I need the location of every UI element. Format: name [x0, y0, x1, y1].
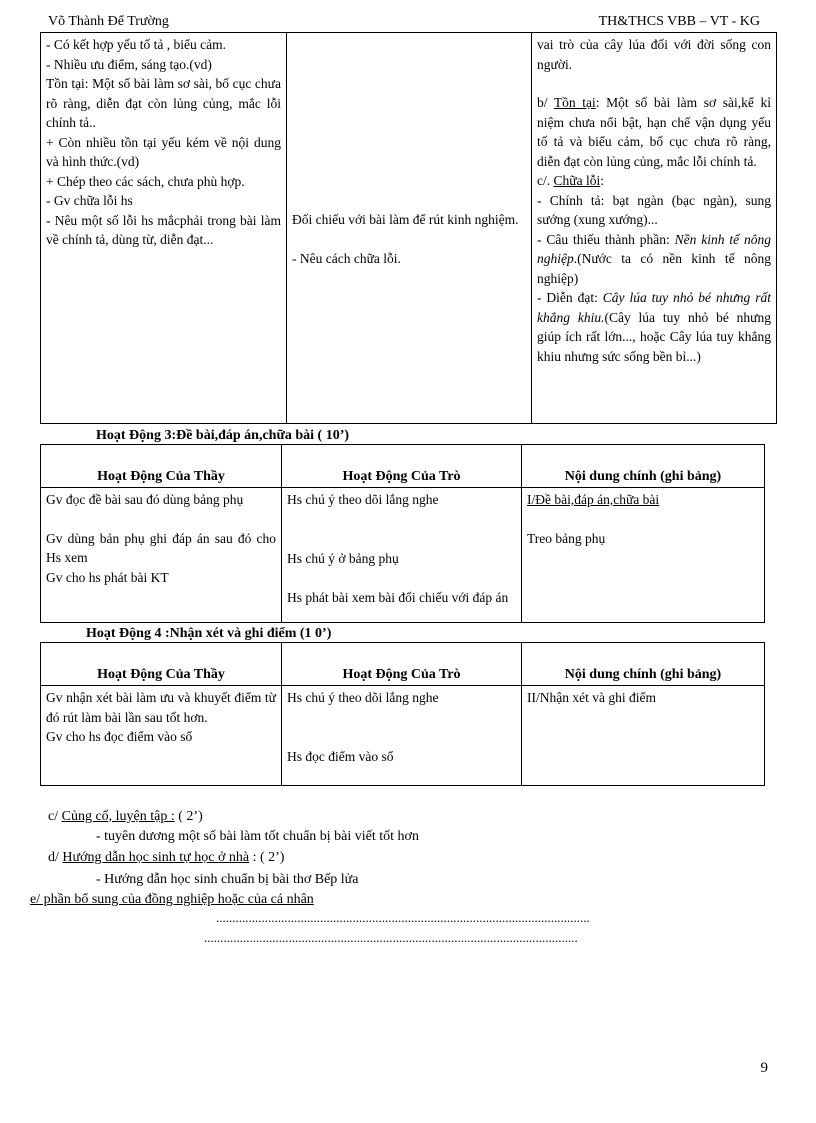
header-teacher: Hoạt Động Của Thầy	[41, 445, 282, 488]
footer-consolidation	[48, 806, 203, 827]
activity4-col1-line: Gv cho hs đọc điểm vào sổ	[46, 729, 193, 744]
text: - Diễn đạt:	[537, 290, 603, 305]
header-content: Nội dung chính (ghi bảng)	[522, 643, 765, 686]
activity3-col2	[282, 488, 522, 623]
activity3-col2-line: Hs chú ý ở bảng phụ	[287, 550, 399, 566]
activity3-col1-line: Gv dùng bản phụ ghi đáp án sau đó cho Hs xem	[46, 530, 276, 565]
header-school: TH&THCS VBB – VT - KG	[598, 14, 760, 29]
activity3-col1	[41, 488, 282, 623]
table1-col3-paragraph-c	[537, 171, 771, 191]
table1-col2	[287, 33, 532, 424]
page-number: 9	[760, 1060, 768, 1076]
time: ( 2’)	[174, 809, 203, 824]
footer-supplement	[30, 889, 314, 910]
header-student: Hoạt Động Của Trò	[282, 445, 522, 488]
activity4-col1	[41, 686, 282, 786]
footer-homework	[48, 847, 284, 868]
activity4-title: Hoạt Động 4 :Nhận xét và ghi điểm (1 0’)	[86, 626, 332, 641]
header-author: Võ Thành Để Trường	[48, 14, 169, 29]
activity4-col2-line: Hs đọc điểm vào sổ	[287, 748, 394, 764]
text: .(Nước ta có nền kinh tế nông nghiệp)	[537, 251, 771, 286]
colon: :	[600, 173, 604, 188]
table1-col1-line: - Gv chữa lỗi hs	[46, 193, 133, 208]
activity4-col2	[282, 686, 522, 786]
italic-example: Nền kinh tế nông nghiệp	[537, 231, 771, 266]
dotted-line: ...................................................................................................................	[216, 910, 590, 925]
activity3-col1-line: Gv cho hs phát bài KT	[46, 569, 169, 585]
section-heading: I/Đề bài,đáp án,chữa bài	[527, 492, 660, 507]
table1-col1-line: + Còn nhiều tồn tại yếu kém về nội dung và hình thức.(vd)	[46, 134, 281, 169]
table1-col3-line: - Chính tả: bạt ngàn (bạc ngàn), sung sướng (xung xướng)...	[537, 192, 771, 227]
text: (Cây lúa tuy nhỏ bé nhưng giúp ích rất lớn..., hoặc Cây lúa tuy khẳng khiu nhưng sức sống bền bỉ...)	[537, 309, 771, 364]
label: b/	[537, 95, 554, 110]
table-activity4	[40, 642, 765, 786]
heading: e/ phần bổ sung của đồng nghiệp hoặc của cá nhân	[30, 892, 314, 907]
activity3-col2-line: Hs chú ý theo dõi lắng nghe	[287, 492, 439, 507]
activity4-col1-line: Gv nhận xét bài làm ưu và khuyết điểm từ đó rút làm bài lần sau tốt hơn.	[46, 690, 276, 725]
activity3-title: Hoạt Động 3:Đề bài,đáp án,chữa bài ( 10’)	[96, 428, 350, 443]
label: d/	[48, 850, 63, 865]
italic-example: Cây lúa tuy nhỏ bé nhưng rất khẳng khiu.	[537, 290, 772, 325]
activity4-col3	[522, 686, 765, 786]
label: c/.	[537, 173, 554, 188]
activity3-col3-heading	[527, 490, 759, 510]
table1-col1-line: - Nêu một số lỗi hs mắcphải trong bài làm về chính tả, dùng từ, diễn đạt...	[46, 212, 281, 247]
time: : ( 2’)	[249, 850, 285, 865]
activity4-col3-line: II/Nhận xét và ghi điểm	[527, 690, 656, 705]
text: : Một số bài làm sơ sài,kể kỉ niệm chưa nổi bật, hạn chế vận dụng yếu tố tả và biểu cảm, bố cục chưa rõ ràng, diễn đạt còn lủng củng, mắc lỗi chính tả.	[537, 95, 771, 169]
table1-col1-line: + Chép theo các sách, chưa phù hợp.	[46, 173, 245, 189]
text: - Câu thiếu thành phần:	[537, 231, 675, 247]
activity3-col1-line: Gv đọc đề bài sau đó dùng bảng phụ	[46, 492, 244, 507]
heading-chua-loi: Chữa lỗi	[553, 173, 601, 188]
activity4-col2-line: Hs chú ý theo dõi lắng nghe	[287, 690, 439, 705]
heading-ton-tai: Tồn tại	[553, 95, 596, 110]
header-content: Nội dung chính (ghi bảng)	[522, 445, 765, 488]
activity3-col3-line: Treo bảng phụ	[527, 530, 606, 546]
label: c/	[48, 809, 62, 824]
table1-col3	[532, 33, 777, 424]
footer-consolidation-line: - tuyên dương một số bài làm tốt chuẩn bị bài viết tốt hơn	[96, 829, 419, 844]
table-analysis	[40, 32, 777, 424]
table1-col1	[41, 33, 287, 424]
table1-col2-line: - Nêu cách chữa lỗi.	[292, 250, 401, 266]
heading: Củng cố, luyện tập :	[61, 809, 175, 824]
heading: Hướng dẫn học sinh tự học ở nhà	[62, 850, 250, 865]
table1-col1-line: - Có kết hợp yếu tố tả , biểu cảm.	[46, 37, 226, 52]
activity3-col3	[522, 488, 765, 623]
table-activity3	[40, 444, 765, 623]
table1-col3-line: vai trò của cây lúa đối với đời sống con người.	[537, 37, 771, 72]
footer-homework-line: - Hướng dẫn học sinh chuẩn bị bài thơ Bếp lửa	[96, 872, 359, 887]
table1-col1-line: - Nhiều ưu điểm, sáng tạo.(vd)	[46, 56, 212, 72]
header-student: Hoạt Động Của Trò	[282, 643, 522, 686]
table1-col3-line	[537, 230, 771, 289]
table1-col2-line: Đối chiếu với bài làm để rút kinh nghiệm.	[292, 212, 519, 227]
dotted-line: ...................................................................................................................	[204, 930, 578, 945]
table1-col1-line: Tồn tại: Một số bài làm sơ sài, bố cục chưa rõ ràng, diễn đạt còn lủng củng, mắc lỗi chính tả..	[46, 76, 281, 130]
table1-col3-line	[537, 288, 771, 366]
activity3-col2-line: Hs phát bài xem bài đối chiếu với đáp án	[287, 590, 509, 605]
header-teacher: Hoạt Động Của Thầy	[41, 643, 282, 686]
table1-col3-paragraph-b	[537, 93, 771, 171]
